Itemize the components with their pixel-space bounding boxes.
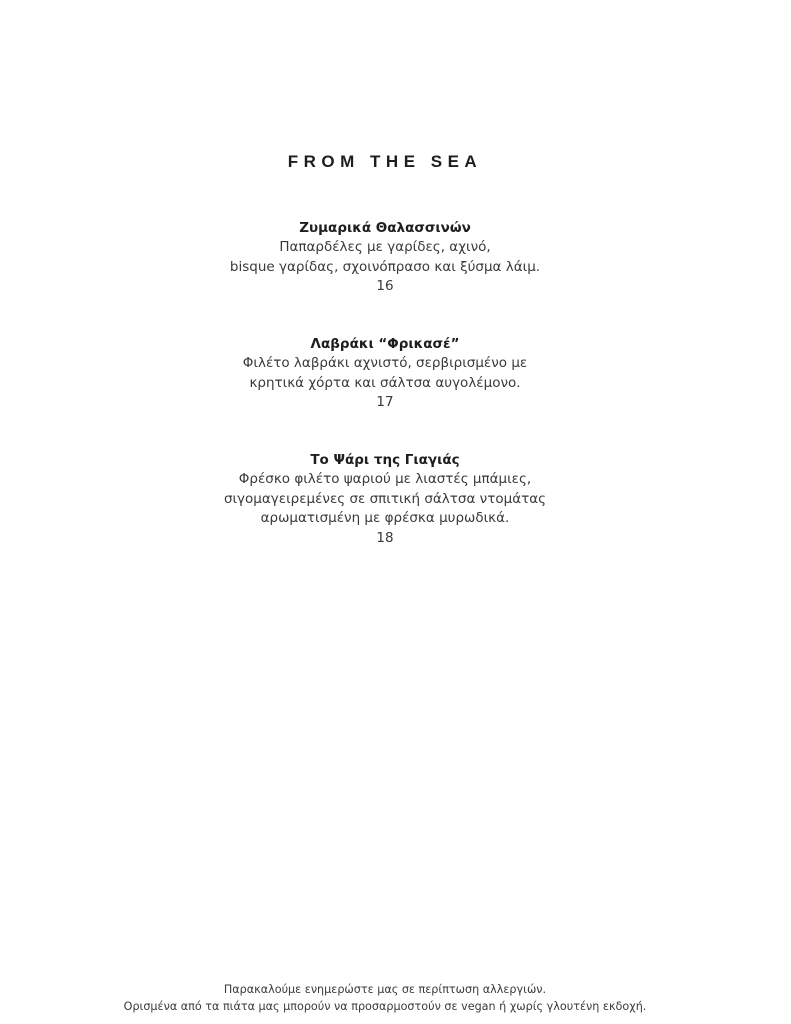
dish-item xyxy=(0,334,770,413)
dish-price: 18 xyxy=(376,529,394,546)
dish-description-line: Παπαρδέλες με γαρίδες, αχινό, xyxy=(279,239,491,255)
dish-description-line: Φρέσκο φιλέτο ψαριού με λιαστές μπάμιες, xyxy=(238,471,532,487)
dish-name: Το Ψάρι της Γιαγιάς xyxy=(310,452,460,468)
dish-name: Ζυμαρικά Θαλασσινών xyxy=(299,220,471,236)
section-title: FROM THE SEA xyxy=(287,152,483,171)
dietary-options-line: Ορισμένα από τα πιάτα μας μπορούν να προσαρμοστούν σε vegan ή χωρίς γλουτένη εκδοχή. xyxy=(123,1000,647,1013)
dish-price: 16 xyxy=(376,278,394,294)
dish-item xyxy=(0,450,770,548)
dish-description-line: bisque γαρίδας, σχοινόπρασο και ξύσμα λάιμ. xyxy=(229,258,541,275)
allergy-notice xyxy=(0,981,770,1015)
dish-description-line: σιγομαγειρεμένες σε σπιτική σάλτσα ντομάτας xyxy=(223,490,547,507)
dish-description-line: Φιλέτο λαβράκι αχνιστό, σερβιρισμένο με xyxy=(242,355,528,371)
dish-description-line: αρωματισμένη με φρέσκα μυρωδικά. xyxy=(260,510,510,526)
dish-price: 17 xyxy=(376,394,394,410)
dish-item xyxy=(0,218,770,297)
dish-name: Λαβράκι “Φρικασέ” xyxy=(310,336,460,352)
dish-description-line: κρητικά χόρτα και σάλτσα αυγολέμονο. xyxy=(249,374,521,391)
allergy-notice-line: Παρακαλούμε ενημερώστε μας σε περίπτωση αλλεργιών. xyxy=(223,983,547,996)
